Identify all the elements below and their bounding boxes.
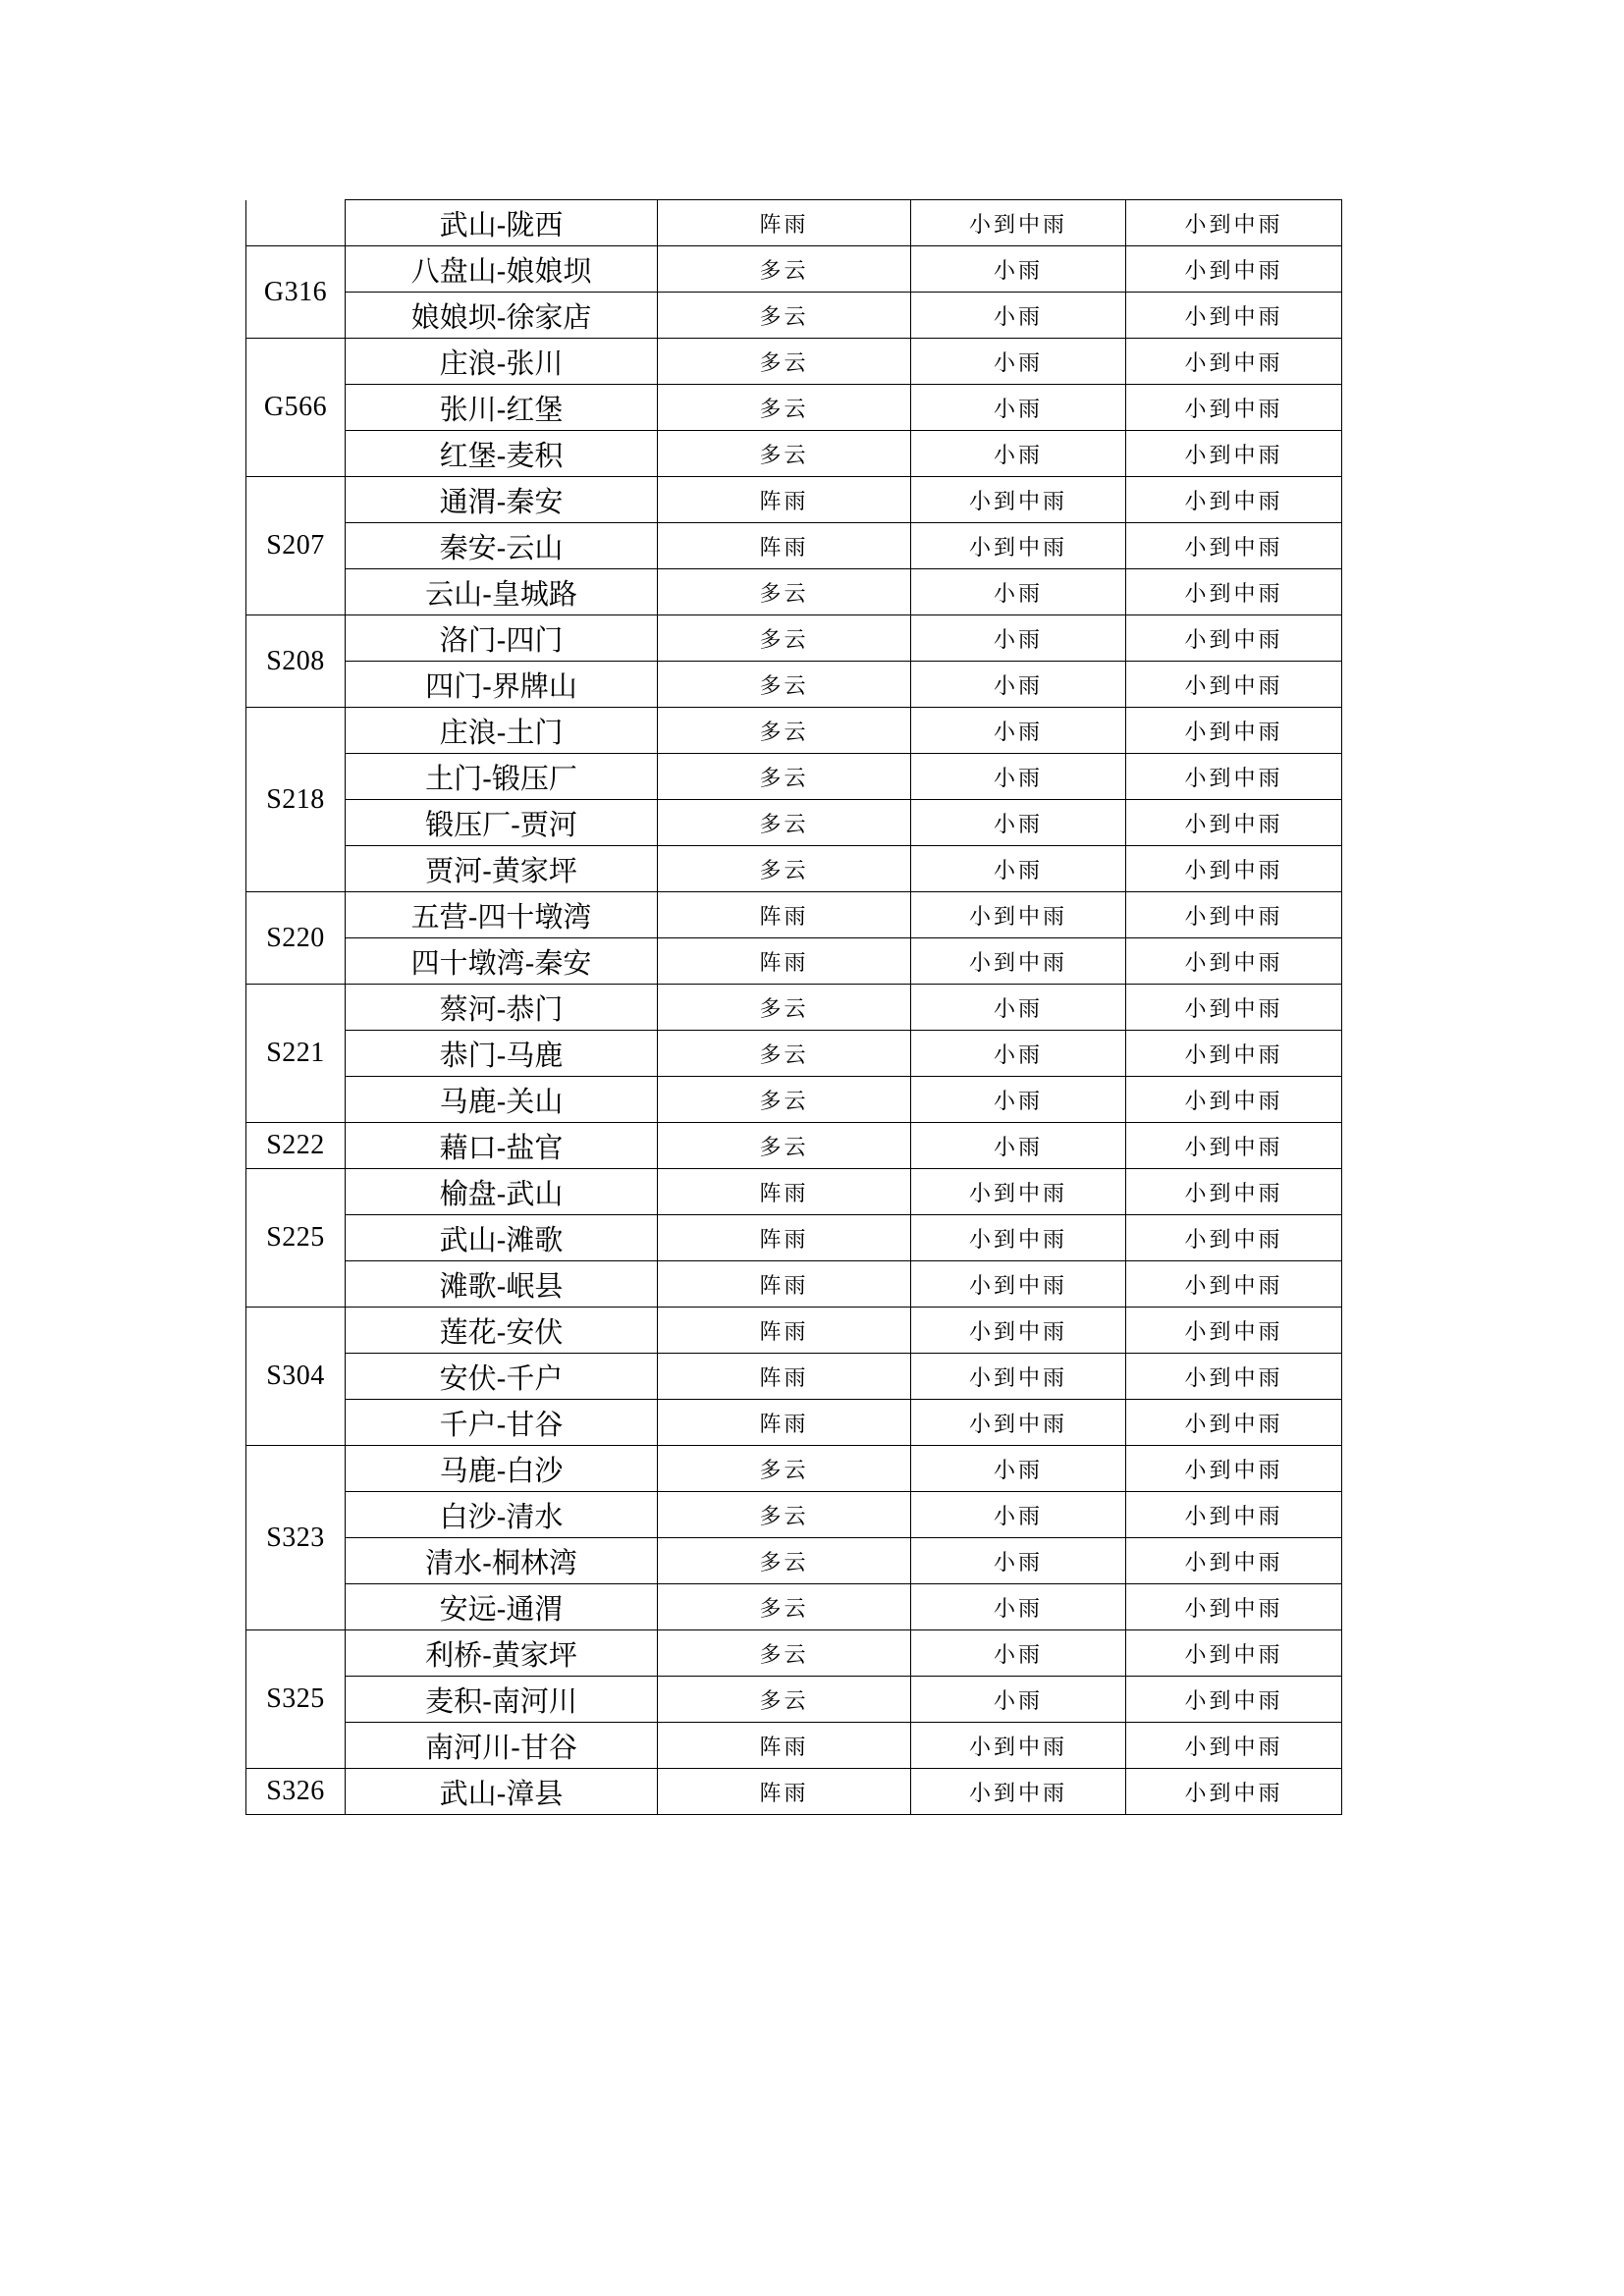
- road-section-cell: 娘娘坝-徐家店: [346, 293, 658, 339]
- weather-day3-cell: 小到中雨: [1126, 1769, 1342, 1815]
- weather-day3-cell: 小到中雨: [1126, 246, 1342, 293]
- weather-day2-cell: 小雨: [911, 246, 1126, 293]
- table-row: [246, 708, 1342, 754]
- road-section-cell: 八盘山-娘娘坝: [346, 246, 658, 293]
- weather-day2-cell: 小雨: [911, 569, 1126, 615]
- weather-day3-cell: 小到中雨: [1126, 985, 1342, 1031]
- weather-day1-cell: 多云: [658, 846, 911, 892]
- route-code-cell: S325: [246, 1630, 346, 1769]
- route-code-cell: S304: [246, 1308, 346, 1446]
- weather-day1-cell: 多云: [658, 615, 911, 662]
- table-row: [246, 985, 1342, 1031]
- weather-day1-cell: 阵雨: [658, 938, 911, 985]
- weather-day1-cell: 多云: [658, 1492, 911, 1538]
- weather-day2-cell: 小到中雨: [911, 938, 1126, 985]
- weather-day2-cell: 小到中雨: [911, 523, 1126, 569]
- route-code-cell: S225: [246, 1169, 346, 1308]
- weather-day1-cell: 多云: [658, 1584, 911, 1630]
- route-code-cell: S221: [246, 985, 346, 1123]
- road-section-cell: 白沙-清水: [346, 1492, 658, 1538]
- table-row: [246, 523, 1342, 569]
- weather-day3-cell: 小到中雨: [1126, 1031, 1342, 1077]
- weather-day2-cell: 小到中雨: [911, 1215, 1126, 1261]
- weather-day2-cell: 小雨: [911, 1077, 1126, 1123]
- weather-day3-cell: 小到中雨: [1126, 1723, 1342, 1769]
- weather-day2-cell: 小雨: [911, 846, 1126, 892]
- weather-day3-cell: 小到中雨: [1126, 1077, 1342, 1123]
- table-row: [246, 477, 1342, 523]
- weather-day3-cell: 小到中雨: [1126, 339, 1342, 385]
- weather-day3-cell: 小到中雨: [1126, 293, 1342, 339]
- weather-day2-cell: 小雨: [911, 431, 1126, 477]
- weather-day1-cell: 多云: [658, 1630, 911, 1677]
- road-section-cell: 洛门-四门: [346, 615, 658, 662]
- weather-day3-cell: 小到中雨: [1126, 1123, 1342, 1169]
- road-section-cell: 南河川-甘谷: [346, 1723, 658, 1769]
- weather-day2-cell: 小雨: [911, 293, 1126, 339]
- weather-day3-cell: 小到中雨: [1126, 569, 1342, 615]
- weather-day2-cell: 小雨: [911, 754, 1126, 800]
- weather-day1-cell: 阵雨: [658, 1308, 911, 1354]
- weather-day1-cell: 阵雨: [658, 1723, 911, 1769]
- weather-day2-cell: 小雨: [911, 1538, 1126, 1584]
- road-section-cell: 清水-桐林湾: [346, 1538, 658, 1584]
- weather-day2-cell: 小到中雨: [911, 477, 1126, 523]
- weather-day3-cell: 小到中雨: [1126, 1354, 1342, 1400]
- table-row: [246, 246, 1342, 293]
- road-section-cell: 锻压厂-贾河: [346, 800, 658, 846]
- route-code-cell: S323: [246, 1446, 346, 1630]
- weather-day1-cell: 阵雨: [658, 1354, 911, 1400]
- weather-day3-cell: 小到中雨: [1126, 615, 1342, 662]
- weather-day2-cell: 小到中雨: [911, 892, 1126, 938]
- weather-day2-cell: 小到中雨: [911, 1354, 1126, 1400]
- weather-day2-cell: 小雨: [911, 339, 1126, 385]
- route-code-cell: G566: [246, 339, 346, 477]
- table-row: [246, 1400, 1342, 1446]
- weather-day1-cell: 多云: [658, 662, 911, 708]
- weather-day1-cell: 多云: [658, 246, 911, 293]
- weather-day3-cell: 小到中雨: [1126, 800, 1342, 846]
- weather-day3-cell: 小到中雨: [1126, 477, 1342, 523]
- weather-day2-cell: 小雨: [911, 1031, 1126, 1077]
- route-code-cell: S326: [246, 1769, 346, 1815]
- road-section-cell: 藉口-盐官: [346, 1123, 658, 1169]
- table-row: [246, 846, 1342, 892]
- weather-day1-cell: 阵雨: [658, 523, 911, 569]
- weather-day1-cell: 阵雨: [658, 1400, 911, 1446]
- road-weather-forecast-table: [245, 199, 1342, 1815]
- table-row: [246, 892, 1342, 938]
- weather-day2-cell: 小到中雨: [911, 1308, 1126, 1354]
- road-section-cell: 土门-锻压厂: [346, 754, 658, 800]
- weather-day1-cell: 多云: [658, 985, 911, 1031]
- weather-day3-cell: 小到中雨: [1126, 1677, 1342, 1723]
- table-row: [246, 1723, 1342, 1769]
- table-row: [246, 1630, 1342, 1677]
- road-section-cell: 利桥-黄家坪: [346, 1630, 658, 1677]
- weather-day3-cell: 小到中雨: [1126, 523, 1342, 569]
- weather-day1-cell: 阵雨: [658, 1769, 911, 1815]
- table-row: [246, 200, 1342, 246]
- table-row: [246, 662, 1342, 708]
- weather-day1-cell: 多云: [658, 1446, 911, 1492]
- table-row: [246, 754, 1342, 800]
- table-row: [246, 293, 1342, 339]
- weather-day1-cell: 多云: [658, 708, 911, 754]
- weather-day1-cell: 多云: [658, 1031, 911, 1077]
- weather-day1-cell: 多云: [658, 431, 911, 477]
- table-row: [246, 1354, 1342, 1400]
- route-code-cell: S208: [246, 615, 346, 708]
- table-row: [246, 431, 1342, 477]
- road-section-cell: 麦积-南河川: [346, 1677, 658, 1723]
- table-row: [246, 1446, 1342, 1492]
- weather-day2-cell: 小雨: [911, 385, 1126, 431]
- table-body: [246, 200, 1342, 1815]
- weather-day3-cell: 小到中雨: [1126, 662, 1342, 708]
- table-row: [246, 1123, 1342, 1169]
- weather-day2-cell: 小到中雨: [911, 1261, 1126, 1308]
- weather-day2-cell: 小到中雨: [911, 1769, 1126, 1815]
- weather-day1-cell: 多云: [658, 1123, 911, 1169]
- weather-day3-cell: 小到中雨: [1126, 708, 1342, 754]
- weather-day3-cell: 小到中雨: [1126, 431, 1342, 477]
- route-code-cell: [246, 200, 346, 246]
- route-code-cell: G316: [246, 246, 346, 339]
- road-section-cell: 武山-漳县: [346, 1769, 658, 1815]
- road-section-cell: 张川-红堡: [346, 385, 658, 431]
- table-row: [246, 1308, 1342, 1354]
- weather-day2-cell: 小雨: [911, 1446, 1126, 1492]
- road-section-cell: 五营-四十墩湾: [346, 892, 658, 938]
- road-section-cell: 安伏-千户: [346, 1354, 658, 1400]
- weather-day3-cell: 小到中雨: [1126, 846, 1342, 892]
- weather-day2-cell: 小雨: [911, 1630, 1126, 1677]
- weather-day2-cell: 小雨: [911, 662, 1126, 708]
- road-section-cell: 马鹿-白沙: [346, 1446, 658, 1492]
- weather-day1-cell: 多云: [658, 800, 911, 846]
- road-section-cell: 安远-通渭: [346, 1584, 658, 1630]
- weather-day2-cell: 小雨: [911, 1123, 1126, 1169]
- table-row: [246, 1031, 1342, 1077]
- weather-day3-cell: 小到中雨: [1126, 385, 1342, 431]
- table-row: [246, 1077, 1342, 1123]
- weather-day1-cell: 多云: [658, 339, 911, 385]
- weather-day3-cell: 小到中雨: [1126, 1584, 1342, 1630]
- road-section-cell: 恭门-马鹿: [346, 1031, 658, 1077]
- table-row: [246, 800, 1342, 846]
- weather-day3-cell: 小到中雨: [1126, 938, 1342, 985]
- weather-day1-cell: 多云: [658, 1538, 911, 1584]
- table-row: [246, 1769, 1342, 1815]
- road-section-cell: 庄浪-张川: [346, 339, 658, 385]
- weather-day2-cell: 小到中雨: [911, 1169, 1126, 1215]
- weather-day1-cell: 阵雨: [658, 1261, 911, 1308]
- road-section-cell: 榆盘-武山: [346, 1169, 658, 1215]
- weather-day2-cell: 小到中雨: [911, 1723, 1126, 1769]
- route-code-cell: S220: [246, 892, 346, 985]
- weather-day3-cell: 小到中雨: [1126, 1446, 1342, 1492]
- weather-day3-cell: 小到中雨: [1126, 1492, 1342, 1538]
- road-section-cell: 蔡河-恭门: [346, 985, 658, 1031]
- weather-day1-cell: 阵雨: [658, 200, 911, 246]
- road-section-cell: 武山-滩歌: [346, 1215, 658, 1261]
- table-row: [246, 1169, 1342, 1215]
- weather-day1-cell: 多云: [658, 1077, 911, 1123]
- road-section-cell: 千户-甘谷: [346, 1400, 658, 1446]
- road-section-cell: 云山-皇城路: [346, 569, 658, 615]
- weather-day2-cell: 小雨: [911, 1677, 1126, 1723]
- road-section-cell: 庄浪-土门: [346, 708, 658, 754]
- weather-day3-cell: 小到中雨: [1126, 200, 1342, 246]
- table-row: [246, 615, 1342, 662]
- weather-day1-cell: 阵雨: [658, 1215, 911, 1261]
- weather-day1-cell: 多云: [658, 569, 911, 615]
- weather-day2-cell: 小雨: [911, 1584, 1126, 1630]
- weather-day3-cell: 小到中雨: [1126, 1261, 1342, 1308]
- weather-day3-cell: 小到中雨: [1126, 1630, 1342, 1677]
- road-section-cell: 通渭-秦安: [346, 477, 658, 523]
- table-row: [246, 339, 1342, 385]
- road-section-cell: 滩歌-岷县: [346, 1261, 658, 1308]
- road-section-cell: 四十墩湾-秦安: [346, 938, 658, 985]
- route-code-cell: S222: [246, 1123, 346, 1169]
- weather-day1-cell: 多云: [658, 293, 911, 339]
- weather-day1-cell: 多云: [658, 754, 911, 800]
- weather-day1-cell: 多云: [658, 385, 911, 431]
- weather-day1-cell: 阵雨: [658, 892, 911, 938]
- weather-day2-cell: 小雨: [911, 800, 1126, 846]
- table-row: [246, 569, 1342, 615]
- weather-day3-cell: 小到中雨: [1126, 1400, 1342, 1446]
- table-row: [246, 385, 1342, 431]
- weather-day1-cell: 多云: [658, 1677, 911, 1723]
- table-row: [246, 1492, 1342, 1538]
- road-section-cell: 武山-陇西: [346, 200, 658, 246]
- weather-day3-cell: 小到中雨: [1126, 754, 1342, 800]
- table-row: [246, 1677, 1342, 1723]
- table-row: [246, 1538, 1342, 1584]
- road-section-cell: 贾河-黄家坪: [346, 846, 658, 892]
- table-row: [246, 938, 1342, 985]
- road-section-cell: 秦安-云山: [346, 523, 658, 569]
- road-section-cell: 红堡-麦积: [346, 431, 658, 477]
- road-section-cell: 四门-界牌山: [346, 662, 658, 708]
- weather-day2-cell: 小雨: [911, 1492, 1126, 1538]
- table-row: [246, 1261, 1342, 1308]
- weather-day2-cell: 小雨: [911, 985, 1126, 1031]
- road-section-cell: 莲花-安伏: [346, 1308, 658, 1354]
- road-section-cell: 马鹿-关山: [346, 1077, 658, 1123]
- weather-day3-cell: 小到中雨: [1126, 1215, 1342, 1261]
- weather-day2-cell: 小雨: [911, 615, 1126, 662]
- route-code-cell: S218: [246, 708, 346, 892]
- weather-day2-cell: 小雨: [911, 708, 1126, 754]
- weather-day3-cell: 小到中雨: [1126, 1538, 1342, 1584]
- table-row: [246, 1215, 1342, 1261]
- weather-day1-cell: 阵雨: [658, 477, 911, 523]
- weather-day3-cell: 小到中雨: [1126, 1308, 1342, 1354]
- table-row: [246, 1584, 1342, 1630]
- weather-day3-cell: 小到中雨: [1126, 892, 1342, 938]
- weather-day2-cell: 小到中雨: [911, 200, 1126, 246]
- weather-day2-cell: 小到中雨: [911, 1400, 1126, 1446]
- weather-day1-cell: 阵雨: [658, 1169, 911, 1215]
- weather-day3-cell: 小到中雨: [1126, 1169, 1342, 1215]
- route-code-cell: S207: [246, 477, 346, 615]
